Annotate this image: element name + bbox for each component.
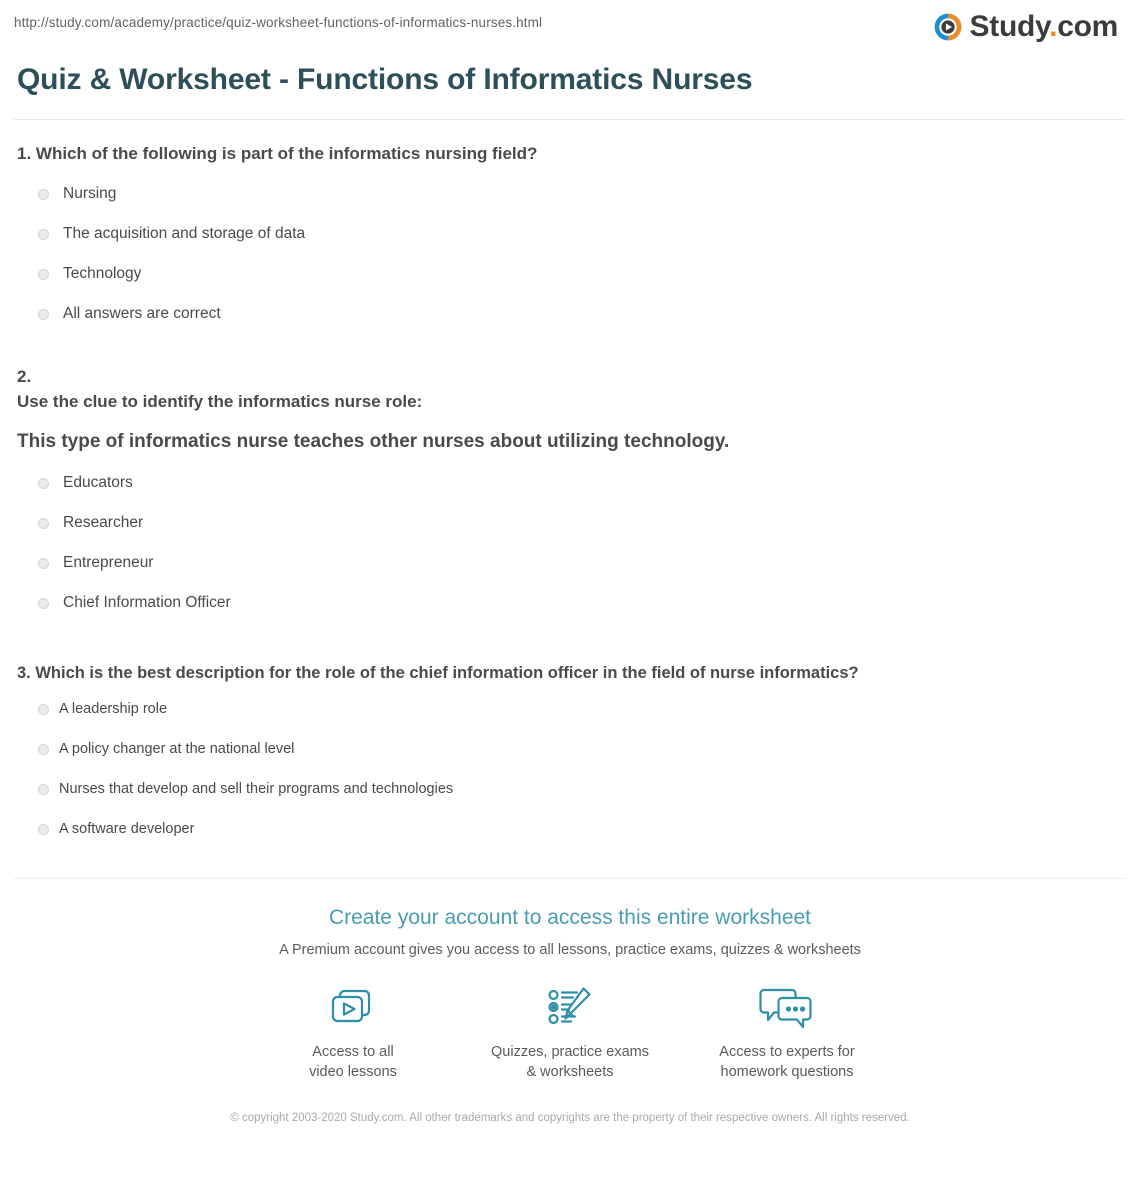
question-3	[14, 661, 1126, 849]
question-3-options	[14, 689, 1126, 849]
question-2-prompt: Use the clue to identify the informatics nurse role:	[17, 392, 423, 411]
question-2-clue: This type of informatics nurse teaches other nurses about utilizing technology.	[17, 431, 730, 452]
cta-subtitle: A Premium account gives you access to all lessons, practice exams, quizzes & worksheets	[279, 942, 861, 958]
cta-features	[14, 982, 1126, 1082]
option-row[interactable]	[14, 463, 1126, 503]
option-label: Researcher	[63, 514, 144, 531]
feature-label-line2: & worksheets	[526, 1064, 614, 1080]
radio-button-icon[interactable]	[38, 824, 49, 835]
radio-button-icon[interactable]	[38, 704, 49, 715]
feature-experts	[679, 982, 896, 1082]
page-header	[14, 0, 1126, 46]
radio-button-icon[interactable]	[38, 189, 49, 200]
option-label: Educators	[63, 474, 133, 491]
option-label: Nurses that develop and sell their programs and technologies	[59, 781, 454, 797]
logo-word-study: Study	[969, 10, 1050, 43]
question-2-options	[14, 463, 1126, 623]
radio-button-icon[interactable]	[38, 744, 49, 755]
option-row[interactable]	[14, 809, 1126, 849]
footer-divider	[14, 878, 1126, 879]
feature-label	[245, 1042, 462, 1082]
feature-label-line2: homework questions	[720, 1064, 854, 1080]
feature-label-line1: Access to experts for	[719, 1044, 855, 1060]
page-title: Quiz & Worksheet - Functions of Informatics Nurses	[17, 63, 753, 96]
copyright-notice	[14, 1110, 1126, 1127]
option-label: Nursing	[63, 185, 117, 202]
radio-button-icon[interactable]	[38, 309, 49, 320]
study-com-logo[interactable]	[933, 12, 1126, 42]
option-row[interactable]	[14, 214, 1126, 254]
radio-button-icon[interactable]	[38, 558, 49, 569]
cta-title[interactable]: Create your account to access this entire worksheet	[328, 906, 812, 929]
quiz-questions	[14, 120, 1126, 849]
option-row[interactable]	[14, 294, 1126, 334]
option-row[interactable]	[14, 174, 1126, 214]
option-row[interactable]	[14, 543, 1126, 583]
feature-label	[462, 1042, 679, 1082]
quiz-pencil-icon	[462, 982, 679, 1034]
radio-button-icon[interactable]	[38, 598, 49, 609]
question-3-stem: 3. Which is the best description for the role of the chief information officer in the field of nurse informatics?	[17, 664, 859, 682]
video-lessons-icon	[245, 982, 462, 1034]
question-2-number: 2.	[17, 367, 32, 386]
option-row[interactable]	[14, 583, 1126, 623]
option-label: A policy changer at the national level	[59, 741, 295, 757]
radio-button-icon[interactable]	[38, 784, 49, 795]
question-1-options	[14, 174, 1126, 334]
logo-word-com: com	[1057, 10, 1118, 43]
option-label: Technology	[63, 265, 142, 282]
question-2	[14, 364, 1126, 623]
chat-bubbles-icon	[679, 982, 896, 1034]
option-label: Chief Information Officer	[63, 594, 231, 611]
radio-button-icon[interactable]	[38, 478, 49, 489]
option-label: A leadership role	[59, 701, 168, 717]
option-row[interactable]	[14, 769, 1126, 809]
feature-label-line1: Quizzes, practice exams	[491, 1044, 649, 1060]
radio-button-icon[interactable]	[38, 269, 49, 280]
logo-wordmark	[970, 12, 1118, 42]
page-url: http://study.com/academy/practice/quiz-worksheet-functions-of-informatics-nurses.html	[14, 15, 543, 30]
radio-button-icon[interactable]	[38, 518, 49, 529]
question-1	[14, 120, 1126, 334]
feature-label-line2: video lessons	[309, 1064, 397, 1080]
option-row[interactable]	[14, 503, 1126, 543]
option-label: All answers are correct	[63, 305, 221, 322]
feature-quizzes	[462, 982, 679, 1082]
copyright-text: © copyright 2003-2020 Study.com. All other trademarks and copyrights are the property of their respective owners. All rights reserved.	[230, 1112, 910, 1124]
option-label: Entrepreneur	[63, 554, 154, 571]
logo-dot: .	[1049, 10, 1058, 43]
feature-video-lessons	[245, 982, 462, 1082]
option-label: A software developer	[59, 821, 195, 837]
option-row[interactable]	[14, 689, 1126, 729]
radio-button-icon[interactable]	[38, 229, 49, 240]
feature-label	[679, 1042, 896, 1082]
option-row[interactable]	[14, 729, 1126, 769]
play-circle-icon	[933, 12, 963, 42]
feature-label-line1: Access to all	[312, 1044, 394, 1060]
question-1-stem: 1. Which of the following is part of the informatics nursing field?	[17, 144, 538, 163]
option-label: The acquisition and storage of data	[63, 225, 306, 242]
create-account-cta	[14, 904, 1126, 1127]
option-row[interactable]	[14, 254, 1126, 294]
